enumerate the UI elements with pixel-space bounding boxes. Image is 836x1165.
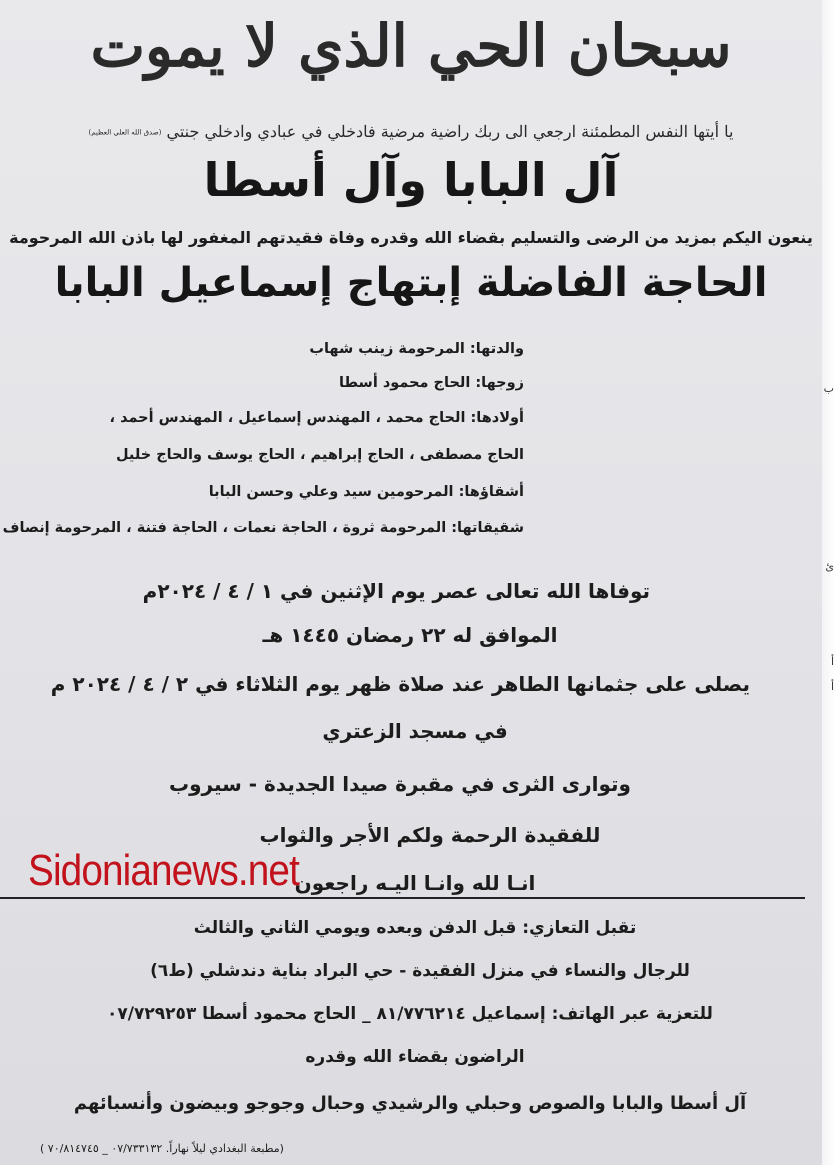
mosque-name: في مسجد الزعتري: [322, 719, 508, 743]
families-list: آل أسطا والبابا والصوص وحبلي والرشيدي وحبال وجوجو وبيضون وأنسبائهم: [73, 1093, 747, 1114]
divider-line: [0, 897, 805, 899]
burial-place: وتوارى الثرى في مقبرة صيدا الجديدة - سيروب: [169, 772, 631, 796]
printer-credit: (مطبعة البغدادي ليلاً نهاراً. ٠٧/٧٣٣١٣٢ _ ٧٠/٨١٤٧٤٥ ): [40, 1142, 284, 1155]
page-edge: ب ئ أ أ: [822, 0, 836, 1165]
relative-line: الحاج مصطفى ، الحاج إبراهيم ، الحاج يوسف والحاج خليل: [115, 447, 524, 463]
relative-line: أولادها: الحاج محمد ، المهندس إسماعيل ، المهندس أحمد ،: [109, 410, 524, 426]
calligraphy-header: سبحان الحي الذي لا يموت: [90, 12, 732, 80]
condolence-line: للرجال والنساء في منزل الفقيدة - حي البراد بناية دندشلي (ط٦): [150, 961, 690, 981]
deceased-name: الحاجة الفاضلة إبتهاج إسماعيل البابا: [54, 260, 768, 306]
condolence-line: للتعزية عبر الهاتف: إسماعيل ٨١/٧٧٦٢١٤ _ الحاج محمود أسطا ٠٧/٧٢٩٢٥٣: [107, 1004, 713, 1024]
death-date: توفاها الله تعالى عصر يوم الإثنين في ١ / ٤ / ٢٠٢٤م: [142, 579, 650, 603]
quran-verse-inna: انـا لله وانـا اليـه راجعون: [294, 871, 536, 895]
watermark: Sidonianews.net: [28, 846, 299, 895]
relative-line: والدتها: المرحومة زينب شهاب: [309, 341, 524, 357]
mercy-line: للفقيدة الرحمة ولكم الأجر والثواب: [259, 823, 601, 847]
relative-line: شقيقاتها: المرحومة ثروة ، الحاجة نعمات ، الحاجة فتنة ، المرحومة إنصاف: [2, 520, 524, 536]
announcement-text: ينعون اليكم بمزيد من الرضى والتسليم بقضاء الله وقدره وفاة فقيدتهم المغفور لها باذن الله المرحومة: [9, 228, 813, 247]
quran-verse: [0, 122, 822, 141]
verse-text: يا أيتها النفس المطمئنة ارجعي الى ربك راضية مرضية فادخلي في عبادي وادخلي جنتي: [166, 122, 734, 141]
closing-line: الراضون بقضاء الله وقدره: [305, 1047, 525, 1067]
hijri-date: الموافق له ٢٢ رمضان ١٤٤٥ هـ: [262, 623, 558, 647]
relative-line: زوجها: الحاج محمود أسطا: [338, 375, 524, 391]
family-title: آل البابا وآل أسطا: [203, 153, 619, 207]
condolence-line: تقبل التعازي: قبل الدفن وبعده ويومي الثاني والثالث: [193, 918, 637, 938]
relative-line: أشقاؤها: المرحومين سيد وعلي وحسن البابا: [208, 484, 524, 500]
verse-source: (صدق الله العلي العظيم): [88, 128, 162, 137]
funeral-prayer: يصلى على جثمانها الطاهر عند صلاة ظهر يوم الثلاثاء في ٢ / ٤ / ٢٠٢٤ م: [50, 672, 750, 696]
